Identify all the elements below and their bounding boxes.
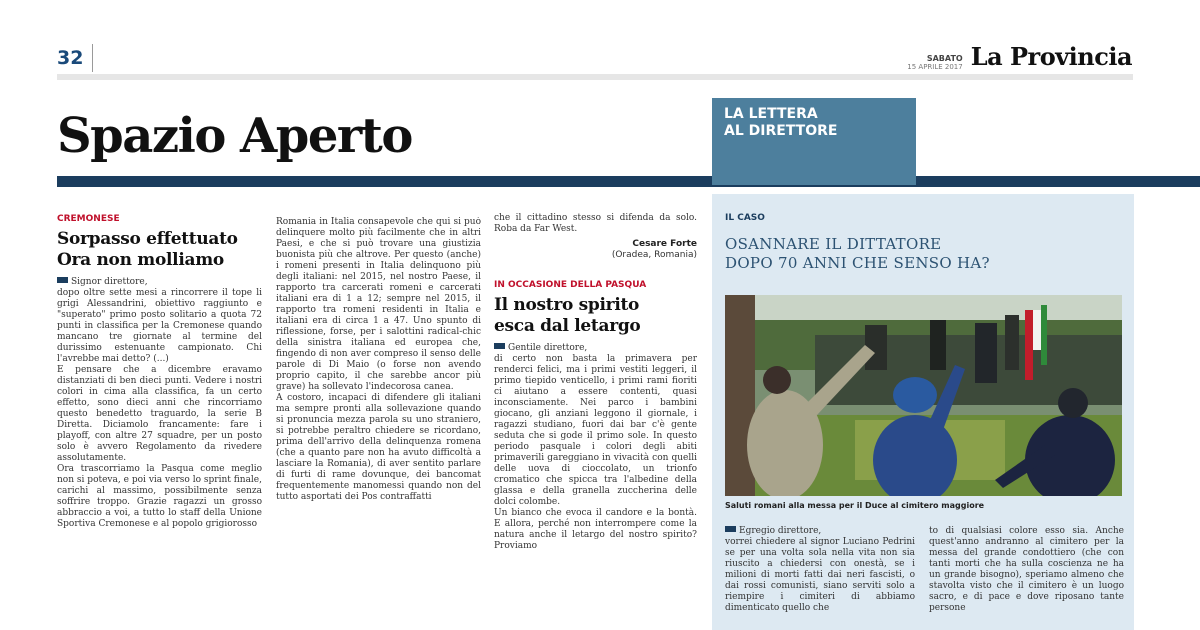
case-headline-line2: DOPO 70 ANNI CHE SENSO HA? <box>725 254 990 272</box>
cemetery-photo <box>725 295 1122 496</box>
article-paragraph: dopo oltre sette mesi a rincorrere il tope li grigi Alessandrini, obiettivo raggiunto e "superato" primo posto solitario a quota 72 punti in classifica per la Cremonese quando mancano tre giornate al termine del durissimo estenuante campionato. Chi l'avrebbe mai detto? (...) <box>57 288 262 364</box>
article-body <box>494 343 697 552</box>
article-paragraph: Un bianco che evoca il candore e la bontà. E allora, perché non interrompere come la natura anche il letargo del nostro spirito? Proviamo <box>494 508 697 551</box>
page-number: 32 <box>57 47 84 69</box>
article-paragraph: Romania in Italia consapevole che qui si può delinquere molto più facilmente che in altri Paesi, e che si può trovare una giustizia buonista più che altrove. Per questo (anche) i romeni presenti in Italia delinquono più degli italiani: nel 2015, nel nostro Paese, il rapporto tra carcerati romeni e carcerati italiani era di 1 a 12; sempre nel 2015, il rapporto tra romeni residenti in Italia e italiani era di circa 1 a 47. Uno spunto di riflessione, forse, per i salottini radical-chic della sinistra italiana ed europea che, fingendo di non aver compreso il senso delle parole di Di Maio (o forse non avendo proprio capito, il che sarebbe ancor più grave) ha sollevato l'indecorosa canea. <box>276 217 481 392</box>
article-salutation: Gentile direttore, <box>494 343 697 354</box>
article-paragraph: E pensare che a dicembre eravamo distanziati di ben dieci punti. Vedere i nostri colori in cima alla classifica, fa un certo effetto, sono dieci anni che rincorriamo questo benedetto traguardo, la serie B Diretta. Diciamolo francamente: fare i playoff, con altre 27 squadre, per un posto solo è avvero Regolamento da rivedere assolutamente. <box>57 365 262 463</box>
letter-column-1 <box>725 526 915 630</box>
article-body <box>276 217 481 503</box>
section-rule <box>57 176 1200 187</box>
article-kicker: CREMONESE <box>57 214 120 224</box>
newspaper-name: La Provincia <box>970 42 1132 71</box>
article-headline-line2: esca dal letargo <box>494 316 641 336</box>
case-headline-line1: OSANNARE IL DITTATORE <box>725 235 942 253</box>
section-title: Spazio Aperto <box>57 108 412 164</box>
masthead-day: SABATO <box>926 54 963 63</box>
article-salutation: Signor direttore, <box>57 277 262 288</box>
article-paragraph: che il cittadino stesso si difenda da solo. Roba da Far West. <box>494 213 697 234</box>
article-column-2 <box>276 217 481 630</box>
letter-column-2 <box>929 526 1124 630</box>
letter-salutation: Egregio direttore, <box>725 526 915 537</box>
case-headline <box>725 235 1025 273</box>
photo-caption: Saluti romani alla messa per il Duce al cimitero maggiore <box>725 501 985 510</box>
article-headline <box>494 295 697 337</box>
letter-box-header <box>712 98 916 185</box>
article-signature <box>494 239 697 261</box>
article-column-3 <box>494 213 697 630</box>
letter-box-header-line1: LA LETTERA <box>724 106 818 122</box>
article-body <box>57 277 262 530</box>
signature-name: Cesare Forte <box>632 239 697 249</box>
letter-paragraph: to di qualsiasi colore esso sia. Anche quest'anno andranno al cimitero per la messa del grande condottiero (che con tanti morti che ha sulla coscienza ne ha un grande bisogno), speriamo almeno che stavolta visto che il cimitero è un luogo sacro, e di pace e dove riposano tante persone <box>929 526 1124 613</box>
article-paragraph: A costoro, incapaci di difendere gli italiani ma sempre pronti alla sollevazione quando si pronuncia mezza parola su uno straniero, si potrebbe peraltro chiedere se ricordano, prima dell'arrivo della delinquenza romena (che a quanto pare non ha avuto difficoltà a lasciare la Romania), di aver sentito parlare di furti di rame dovunque, dei bancomat frequentemente manomessi quando non del tutto asportati dei Pos contraffatti <box>276 393 481 502</box>
header-rule <box>57 74 1133 80</box>
masthead <box>907 42 1132 71</box>
page-number-divider <box>92 44 93 72</box>
case-kicker: IL CASO <box>725 213 765 223</box>
article-column-1 <box>57 213 262 630</box>
article-headline-line1: Sorpasso effettuato <box>57 229 238 249</box>
letter-paragraph: vorrei chiedere al signor Luciano Pedrini se per una volta sola nella vita non sia riuscito a chiedersi con onestà, se i milioni di morti fatti dai neri fascisti, o dai rossi comunisti, siano serviti solo a riempire i cimiteri di abbiamo dimenticato quello che <box>725 537 915 613</box>
article-paragraph: di certo non basta la primavera per renderci felici, ma i primi vestiti leggeri, il primo tiepido venticello, i primi rami fioriti ci aiutano a essere contenti, quasi inconsciamente. Nei parco i bambini giocano, gli anziani leggono il giornale, i ragazzi studiano, fuori dai bar c'è gente seduta che si gode il primo sole. In questo periodo pasquale i colori degli abiti primaverili gareggiano in vivacità con quelli delle uova di cioccolato, un trionfo cromatico che spicca tra l'albedine della glassa e della granella zuccherina delle dolci colombe. <box>494 354 697 507</box>
article-headline-line2: Ora non molliamo <box>57 250 224 270</box>
signature-place: (Oradea, Romania) <box>611 250 697 260</box>
masthead-date <box>907 55 962 71</box>
cemetery-photo-illustration <box>725 295 1122 496</box>
article-headline <box>57 229 262 271</box>
article-headline-line1: Il nostro spirito <box>494 295 640 315</box>
article-paragraph: Ora trascorriamo la Pasqua come meglio non si poteva, e poi via verso lo sprint finale, carichi al massimo, possibilmente senza soffrire troppo. Grazie ragazzi un grosso abbraccio a voi, a tutto lo staff della Unione Sportiva Cremonese e al popolo grigiorosso <box>57 464 262 529</box>
masthead-fulldate: 15 APRILE 2017 <box>907 63 963 71</box>
letter-box-header-line2: AL DIRETTORE <box>724 123 838 139</box>
article-body <box>494 213 697 235</box>
article-kicker: IN OCCASIONE DELLA PASQUA <box>494 280 647 290</box>
